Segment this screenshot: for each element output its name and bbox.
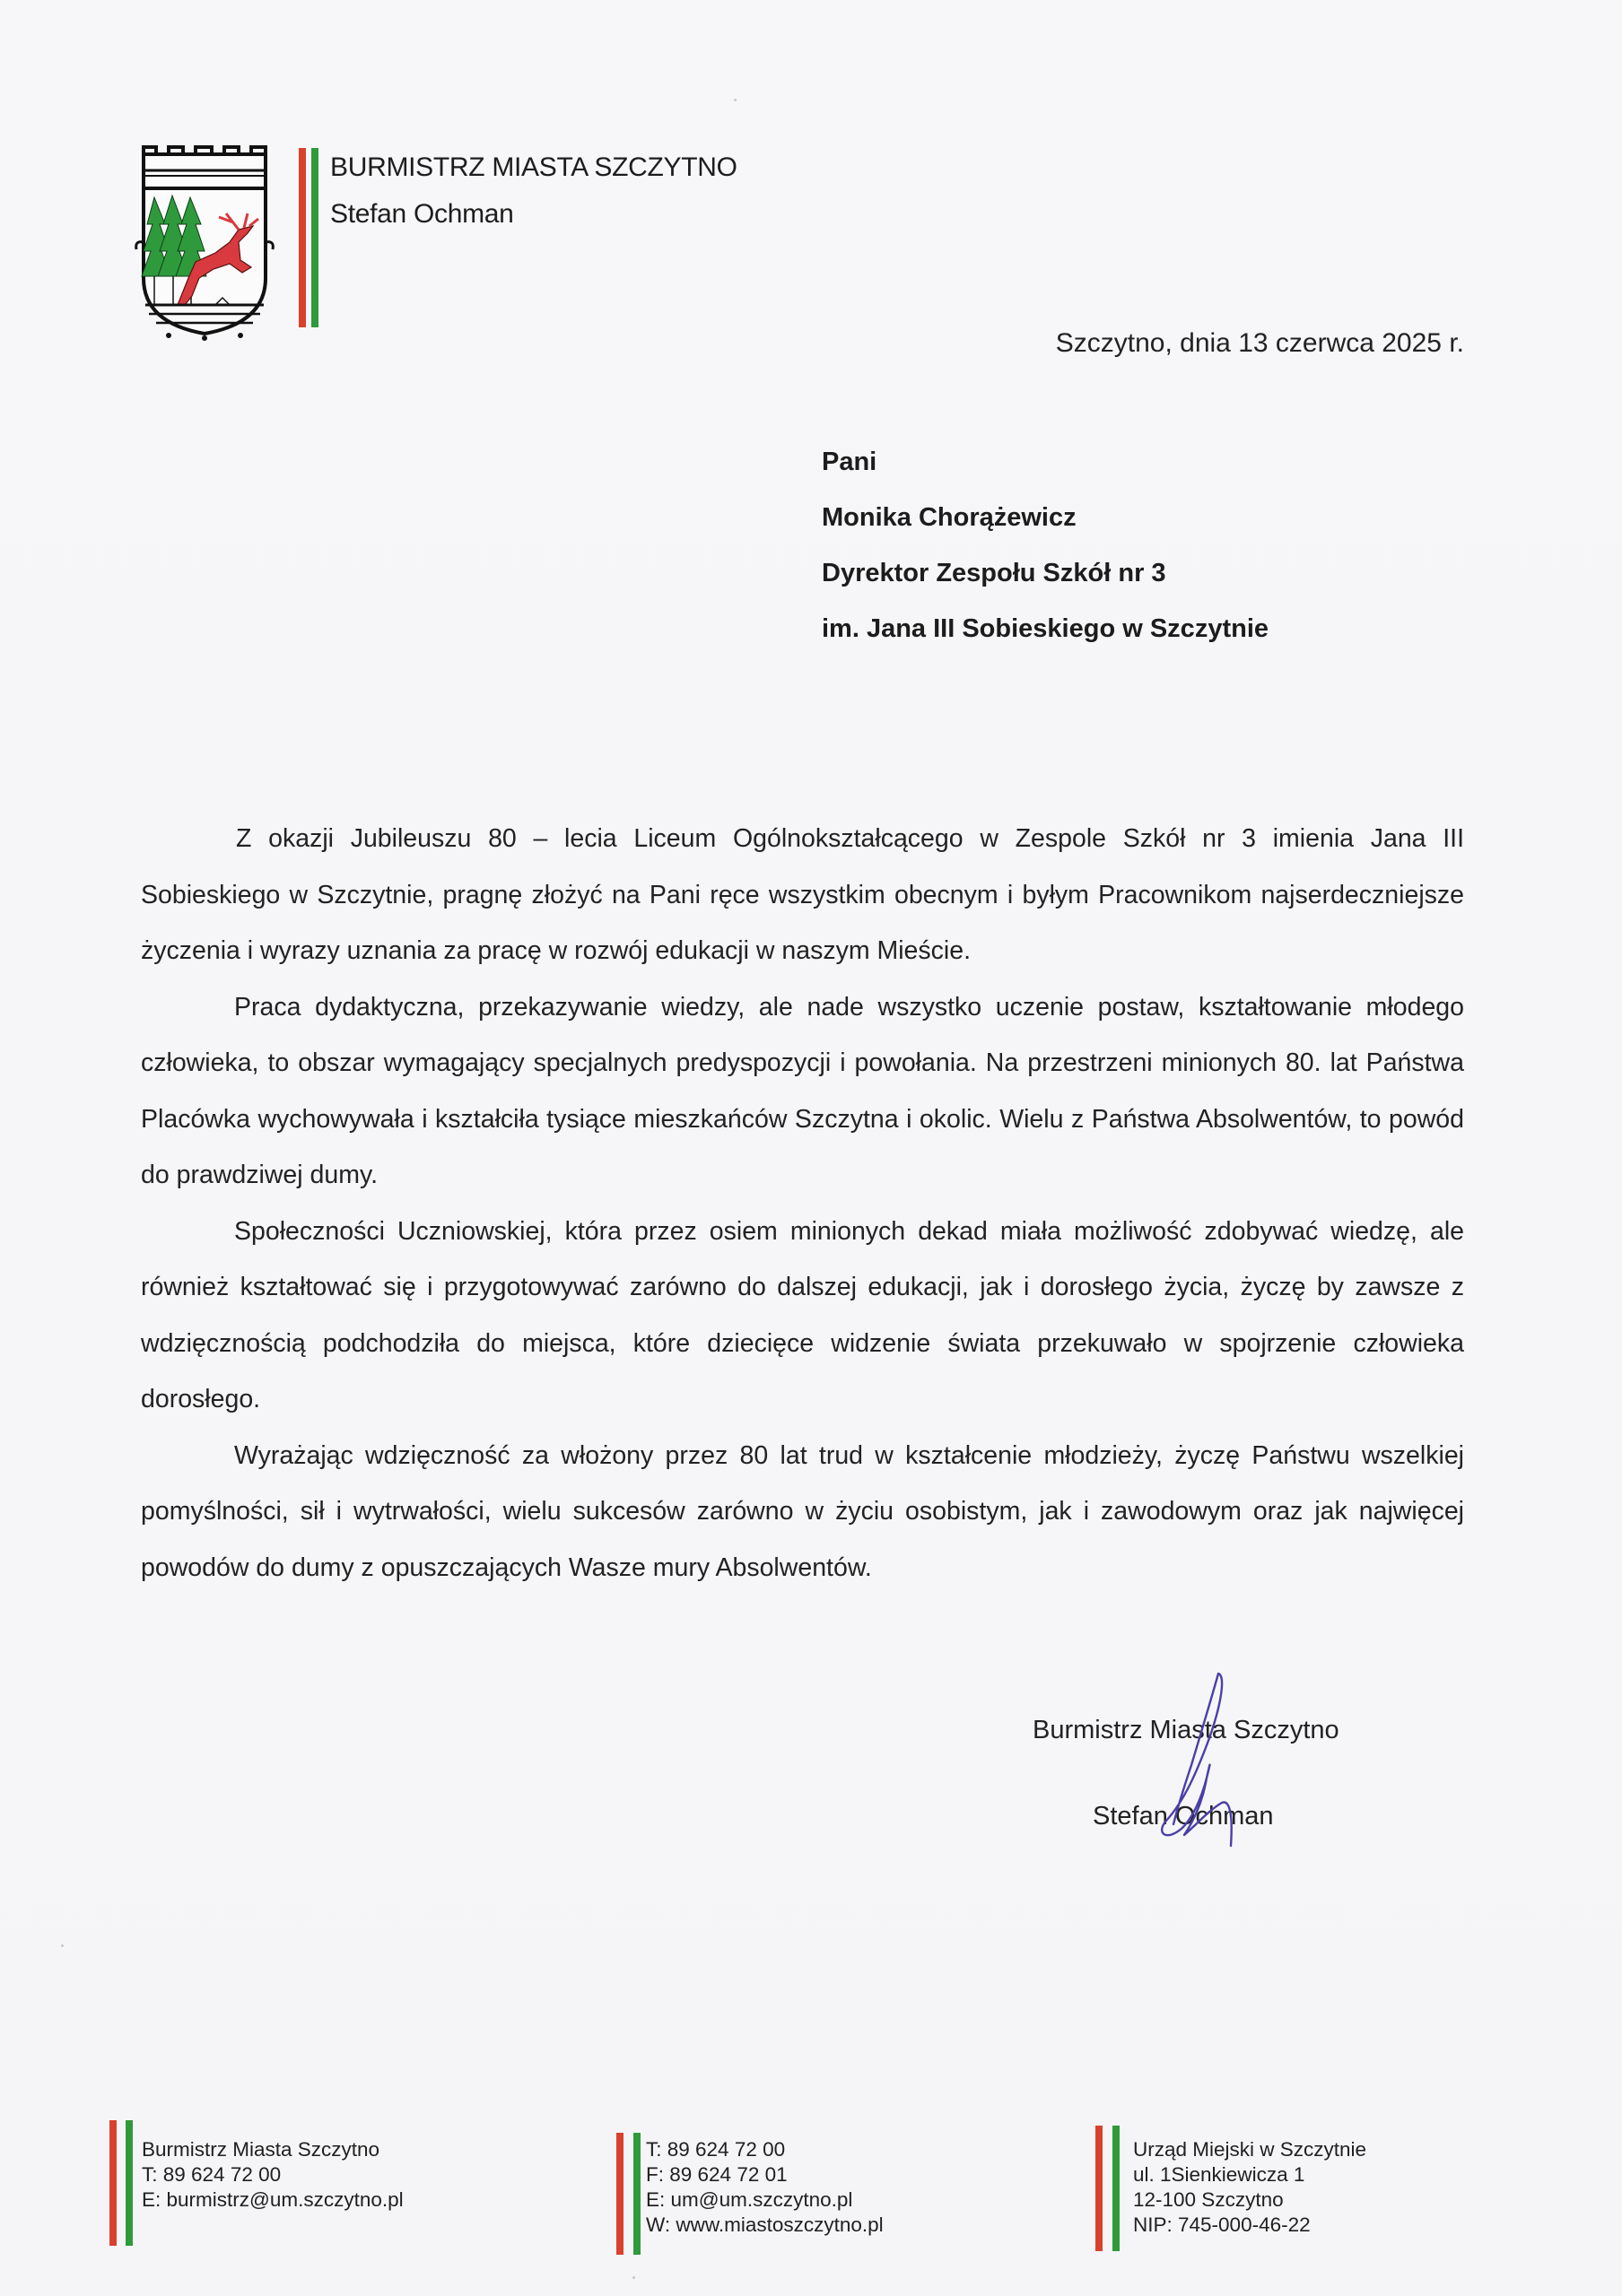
coat-of-arms-icon xyxy=(133,144,276,341)
body-paragraph: Wyrażając wdzięczność za włożony przez 80 lat trud w kształcenie młodzieży, życzę Państwu wszelkiej pomyślności, sił i wytrwałości, wielu sukcesów zarówno w życiu osobistym, jak i zawodowym oraz jak najwięcej powodów do dumy z opuszczających Wasze mury Absolwentów. xyxy=(141,1440,1464,1582)
body-paragraph: Z okazji Jubileuszu 80 – lecia Liceum Ogólnokształcącego w Zespole Szkół nr 3 imienia Jana III Sobieskiego w Szczytnie, pragnę złożyć na Pani ręce wszystkim obecnym i byłym Pracownikom najserdeczniejsze życzenia i wyrazy uznania za pracę w rozwój edukacji w naszym Mieście. xyxy=(141,824,1464,965)
footer-center-phone: T: 89 624 72 00 xyxy=(646,2138,786,2161)
footer-right-street: ul. 1Sienkiewicza 1 xyxy=(1133,2163,1305,2186)
addressee-school: im. Jana III Sobieskiego w Szczytnie xyxy=(822,614,1269,643)
footer-center-website: W: www.miastoszczytno.pl xyxy=(646,2213,884,2236)
footer-center-red-bar xyxy=(616,2133,624,2255)
addressee-name: Monika Chorążewicz xyxy=(822,503,1077,532)
body-paragraph: Społeczności Uczniowskiej, która przez osiem minionych dekad miała możliwość zdobywać wiedzę, ale również kształtować się i przygotowywać zarówno do dalszej edukacji, jak i dorosłego życia, życzę by zawsze z wdzięcznością podchodziła do miejsca, które dziecięce widzenie świata przekuwało w spojrzenie człowieka dorosłego. xyxy=(141,1216,1464,1413)
letter-body xyxy=(141,811,1464,1596)
footer-center-fax: F: 89 624 72 01 xyxy=(646,2163,788,2186)
addressee-block xyxy=(822,443,1269,665)
body-paragraph: Praca dydaktyczna, przekazywanie wiedzy, ale nade wszystko uczenie postaw, kształtowanie młodego człowieka, to obszar wymagający specjalnych predyspozycji i powołania. Na przestrzeni minionych 80. lat Państwa Placówka wychowywała i kształciła tysiące mieszkańców Szczytna i okolic. Wielu z Państwa Absolwentów, to powód do prawdziwej dumy. xyxy=(141,992,1464,1189)
header-name: Stefan Ochman xyxy=(330,199,514,229)
footer-right-red-bar xyxy=(1095,2126,1103,2251)
signature-name: Stefan Ochman xyxy=(1093,1802,1274,1831)
footer-right-postcode: 12-100 Szczytno xyxy=(1133,2188,1284,2211)
footer-left-email: E: burmistrz@um.szczytno.pl xyxy=(142,2188,404,2211)
scan-speck xyxy=(61,1944,64,1947)
handwritten-signature-icon xyxy=(1139,1666,1256,1855)
addressee-salutation: Pani xyxy=(822,448,877,476)
addressee-position: Dyrektor Zespołu Szkół nr 3 xyxy=(822,559,1166,587)
scan-speck xyxy=(734,99,737,101)
footer-left-phone: T: 89 624 72 00 xyxy=(142,2163,282,2186)
footer-center-green-bar xyxy=(633,2133,641,2255)
header-green-bar xyxy=(311,148,318,327)
letter-date: Szczytno, dnia 13 czerwca 2025 r. xyxy=(1055,328,1464,358)
header-red-bar xyxy=(299,148,306,327)
footer-center-email: E: um@um.szczytno.pl xyxy=(646,2188,853,2211)
scan-speck xyxy=(632,2276,635,2279)
footer-right-nip: NIP: 745-000-46-22 xyxy=(1133,2213,1311,2236)
footer-left-title: Burmistrz Miasta Szczytno xyxy=(142,2138,380,2161)
header-title: BURMISTRZ MIASTA SZCZYTNO xyxy=(330,152,737,182)
footer-right-green-bar xyxy=(1112,2126,1120,2251)
footer-right xyxy=(1133,2137,1366,2238)
footer-left xyxy=(142,2137,404,2213)
signature-title: Burmistrz Miasta Szczytno xyxy=(1033,1716,1339,1744)
footer-right-office: Urząd Miejski w Szczytnie xyxy=(1133,2138,1367,2161)
footer-center xyxy=(646,2137,884,2238)
footer-left-green-bar xyxy=(126,2120,133,2246)
footer-left-red-bar xyxy=(109,2120,117,2246)
